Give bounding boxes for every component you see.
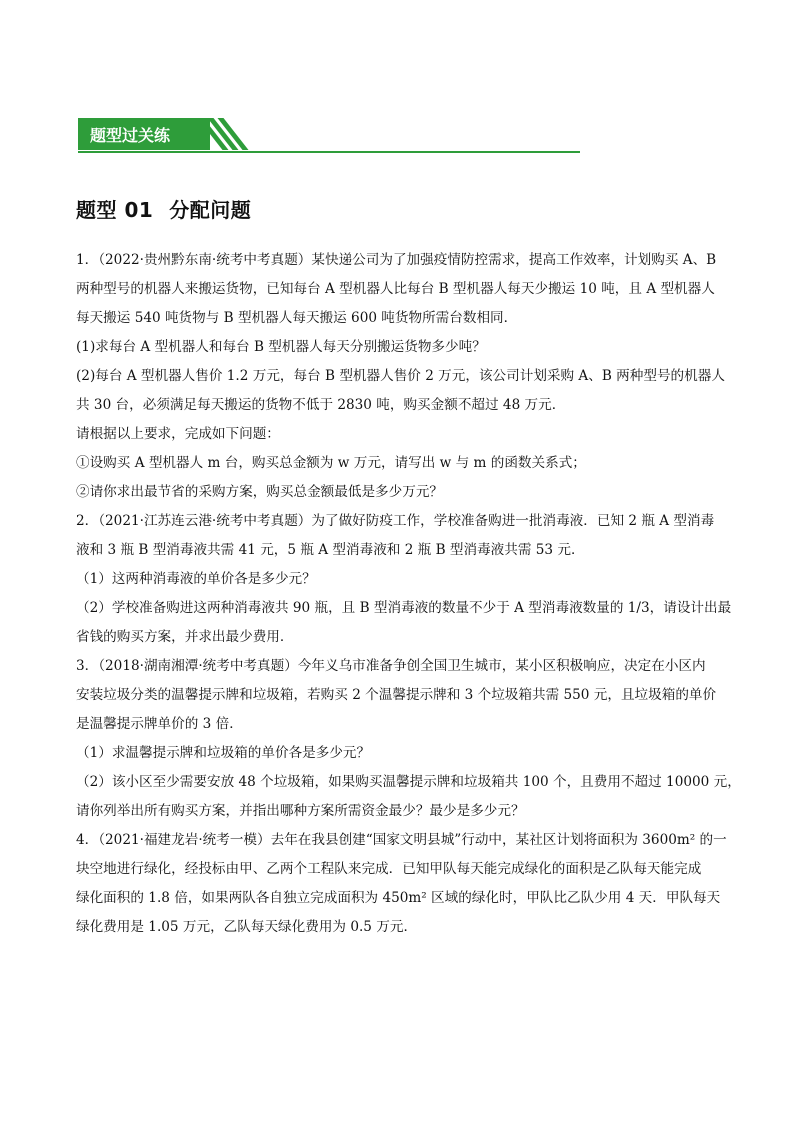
text-line: 块空地进行绿化，经投标由甲、乙两个工程队来完成．已知甲队每天能完成绿化的面积是乙队每天能完成 <box>76 861 702 877</box>
text-line: 省钱的购买方案，并求出最少费用． <box>76 629 294 645</box>
text-line: 3．（2018·湖南湘潭·统考中考真题）今年义乌市准备争创全国卫生城市，某小区积极响应，决定在小区内 <box>76 658 706 674</box>
text-line: 两种型号的机器人来搬运货物，已知每台 A 型机器人比每台 B 型机器人每天少搬运 10 吨，且 A 型机器人 <box>76 281 715 297</box>
text-line: （1）这两种消毒液的单价各是多少元？ <box>76 571 316 587</box>
text-line: 1．（2022·贵州黔东南·统考中考真题）某快递公司为了加强疫情防控需求，提高工作效率，计划购买 A、B <box>76 252 717 268</box>
text-line: 安装垃圾分类的温馨提示牌和垃圾箱，若购买 2 个温馨提示牌和 3 个垃圾箱共需 550 元，且垃圾箱的单价 <box>76 687 717 703</box>
text-line: （1）求温馨提示牌和垃圾箱的单价各是多少元？ <box>76 745 371 761</box>
text-line: 绿化费用是 1.05 万元，乙队每天绿化费用为 0.5 万元． <box>76 919 418 935</box>
problem-content <box>76 246 741 942</box>
banner-label: 题型过关练 <box>90 126 171 145</box>
section-banner <box>78 118 580 154</box>
heading-title: 分配问题 <box>169 198 252 222</box>
text-line: (1)求每台 A 型机器人和每台 B 型机器人每天分别搬运货物多少吨？ <box>76 339 486 355</box>
text-line: 4．（2021·福建龙岩·统考一模）去年在我县创建“国家文明县城”行动中，某社区计划将面积为 3600m² 的一 <box>76 832 727 848</box>
text-line: 每天搬运 540 吨货物与 B 型机器人每天搬运 600 吨货物所需台数相同． <box>76 310 518 326</box>
text-line: (2)每台 A 型机器人售价 1.2 万元，每台 B 型机器人售价 2 万元，该公司计划采购 A、B 两种型号的机器人 <box>76 368 725 384</box>
text-line: 共 30 台，必须满足每天搬运的货物不低于 2830 吨，购买金额不超过 48 万元． <box>76 397 566 413</box>
text-line: ①设购买 A 型机器人 m 台，购买总金额为 w 万元，请写出 w 与 m 的函数关系式； <box>76 455 586 471</box>
text-line: ②请你求出最节省的采购方案，购买总金额最低是多少万元？ <box>76 484 444 500</box>
text-line: （2）学校准备购进这两种消毒液共 90 瓶，且 B 型消毒液的数量不少于 A 型消毒液数量的 1/3，请设计出最 <box>76 600 732 616</box>
text-line: （2）该小区至少需要安放 48 个垃圾箱，如果购买温馨提示牌和垃圾箱共 100 个，且费用不超过 10000 元， <box>76 774 741 790</box>
text-line: 2．（2021·江苏连云港·统考中考真题）为了做好防疫工作，学校准备购进一批消毒液．已知 2 瓶 A 型消毒 <box>76 513 715 529</box>
text-line: 是温馨提示牌单价的 3 倍． <box>76 716 243 732</box>
banner-box <box>78 118 210 150</box>
text-line: 绿化面积的 1.8 倍，如果两队各自独立完成面积为 450m² 区域的绿化时，甲队比乙队少用 4 天．甲队每天 <box>76 890 721 906</box>
banner-underline <box>78 151 580 153</box>
text-line: 请你列举出所有购买方案，并指出哪种方案所需资金最少？最少是多少元？ <box>76 803 525 819</box>
text-line: 液和 3 瓶 B 型消毒液共需 41 元，5 瓶 A 型消毒液和 2 瓶 B 型消毒液共需 53 元． <box>76 542 585 558</box>
section-heading <box>76 194 251 223</box>
text-line: 请根据以上要求，完成如下问题： <box>76 426 280 442</box>
heading-prefix: 题型 01 <box>76 198 154 222</box>
